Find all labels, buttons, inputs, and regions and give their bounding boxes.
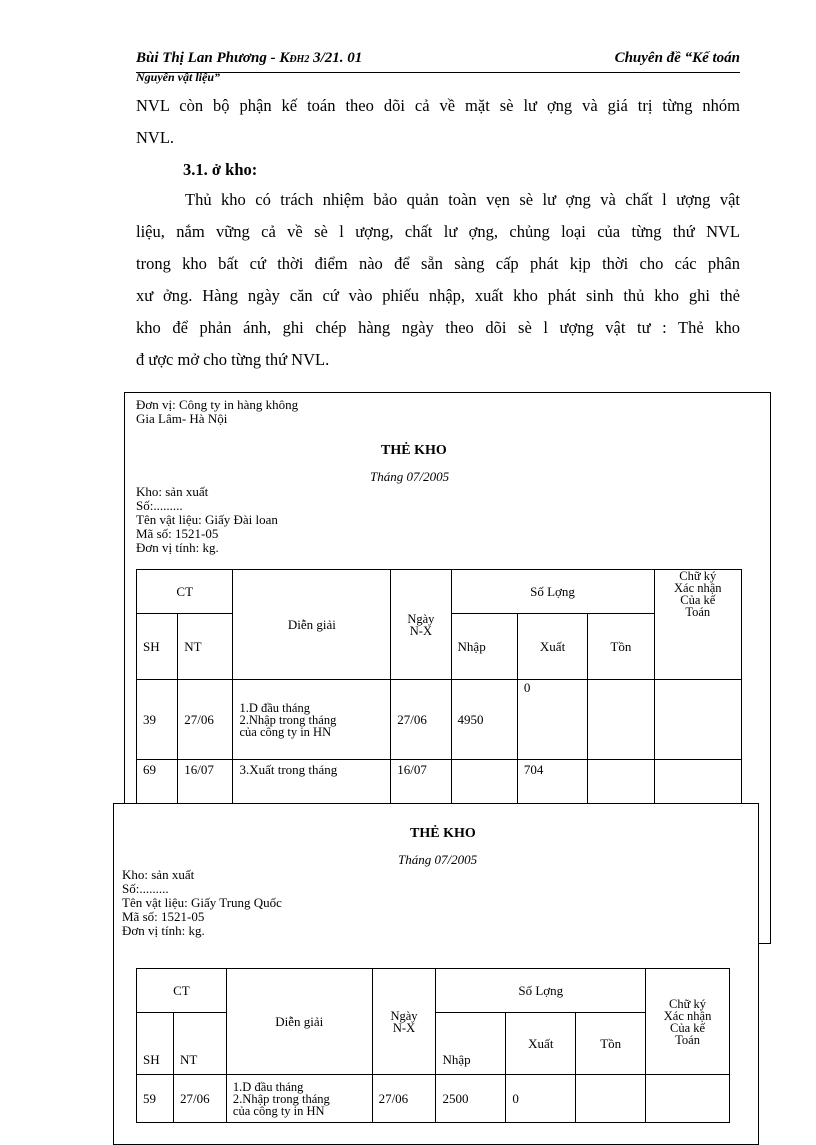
header-author: Bùi Thị Lan Phương - KĐH2 3/21. 01 (136, 50, 363, 66)
header-topic: Chuyên đề “Kế toán (614, 50, 740, 66)
table-row: 59 27/06 1.D đầu tháng 2.Nhập trong tháng của công ty in HN 27/06 2500 0 (137, 1075, 730, 1123)
section-title: 3.1. ở kho: (183, 160, 258, 179)
col-date: Ngày N-X (391, 570, 451, 680)
col-bal: Tồn (576, 1013, 646, 1075)
card-title: THẺ KHO (410, 826, 476, 841)
table-row: 39 27/06 1.D đầu tháng 2.Nhập trong tháng của công ty in HN 27/06 4950 0 (137, 680, 742, 760)
unit-of-measure: Đơn vị tính: kg. (122, 923, 205, 938)
col-in: Nhập (436, 1013, 506, 1075)
table-row: 69 16/07 3.Xuất trong tháng 16/07 704 (137, 760, 742, 810)
col-date: Ngày N-X (372, 969, 436, 1075)
col-in: Nhập (451, 614, 517, 680)
paragraph-line: trong kho bất cứ thời điểm nào để sẵn sàng cấp phát kịp thời cho các phân (136, 254, 740, 273)
company-unit: Đơn vị: Công ty in hàng không (136, 397, 299, 412)
paragraph-line: Thủ kho có trách nhiệm bảo quản toàn vẹn sè lư ợng và chất l ượng vật (185, 190, 740, 209)
col-ct: CT (137, 969, 227, 1013)
material-code: Mã số: 1521-05 (122, 909, 205, 924)
body-line: NVL còn bộ phận kế toán theo dõi cả về mặt sè lư ợng và giá trị từng nhóm (136, 96, 740, 115)
page-header (136, 50, 740, 73)
col-qty: Số Lợng (436, 969, 646, 1013)
col-ct: CT (137, 570, 233, 614)
col-sh: SH (137, 614, 178, 680)
body-line: NVL. (136, 128, 175, 147)
stock-table (136, 968, 730, 1123)
doc-number: Số:......... (136, 498, 183, 513)
col-sh: SH (137, 1013, 174, 1075)
warehouse: Kho: sản xuất (122, 867, 195, 882)
col-nt: NT (178, 614, 233, 680)
col-desc: Diễn giải (226, 969, 372, 1075)
card-title: THẺ KHO (381, 443, 447, 458)
header-topic-cont: Nguyên vật liệu” (136, 70, 220, 84)
doc-number: Số:......... (122, 881, 169, 896)
col-qty: Số Lợng (451, 570, 654, 614)
col-out: Xuất (506, 1013, 576, 1075)
paragraph-line: kho để phản ánh, ghi chép hàng ngày theo dõi sè l ượng vật tư : Thẻ kho (136, 318, 740, 337)
col-sign: Chữ ký Xác nhận Của kế Toán (654, 570, 741, 680)
warehouse: Kho: sản xuất (136, 484, 209, 499)
stock-card-2 (113, 803, 759, 1145)
material-name: Tên vật liệu: Giấy Đài loan (136, 512, 278, 527)
stock-table (136, 569, 742, 810)
material-code: Mã số: 1521-05 (136, 526, 219, 541)
col-out: Xuất (517, 614, 587, 680)
col-sign: Chữ ký Xác nhận Của kế Toán (646, 969, 730, 1075)
paragraph-line: đ ược mở cho từng thứ NVL. (136, 350, 330, 369)
paragraph-line: xư ởng. Hàng ngày căn cứ vào phiếu nhập, xuất kho phát sinh thủ kho ghi thẻ (136, 286, 740, 305)
paragraph-line: liệu, nắm vững cả về sè l ượng, chất lư ợng, chủng loại của từng thứ NVL (136, 222, 740, 241)
col-desc: Diễn giải (233, 570, 391, 680)
col-bal: Tồn (588, 614, 654, 680)
card-month: Tháng 07/2005 (398, 852, 478, 867)
card-month: Tháng 07/2005 (370, 469, 450, 484)
unit-of-measure: Đơn vị tính: kg. (136, 540, 219, 555)
material-name: Tên vật liệu: Giấy Trung Quốc (122, 895, 282, 910)
col-nt: NT (173, 1013, 226, 1075)
company-address: Gia Lâm- Hà Nội (136, 411, 228, 426)
